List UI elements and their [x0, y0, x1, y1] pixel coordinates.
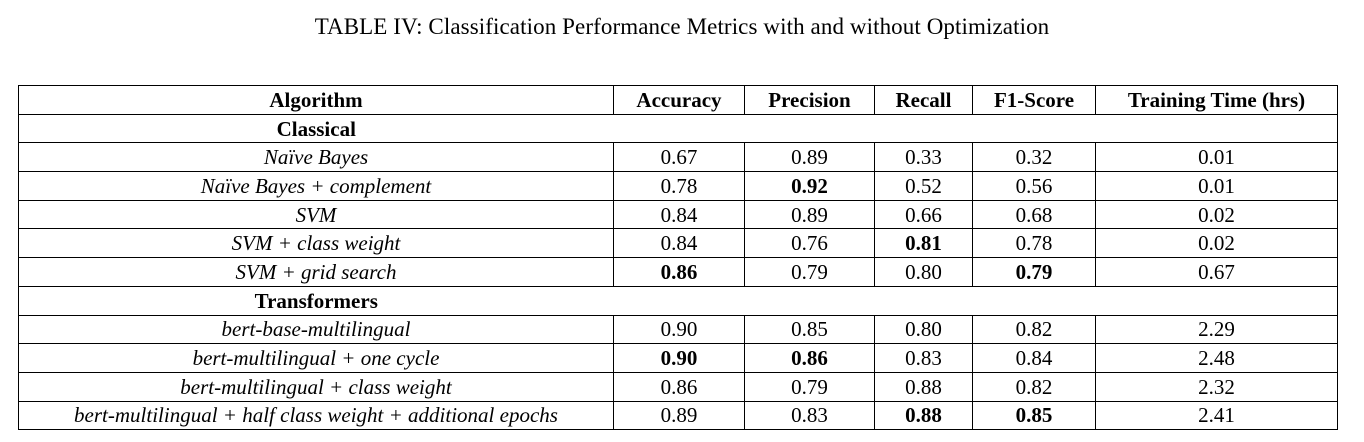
table-row [19, 344, 1338, 373]
header-recall: Recall [875, 86, 973, 115]
training-time-cell: 0.02 [1096, 229, 1338, 258]
f1-score-cell: 0.56 [973, 172, 1096, 201]
accuracy-cell: 0.84 [614, 200, 745, 229]
algorithm-cell: bert-multilingual + class weight [19, 372, 614, 401]
accuracy-cell: 0.90 [614, 344, 745, 373]
algorithm-cell: Naïve Bayes + complement [19, 172, 614, 201]
precision-cell: 0.79 [745, 372, 875, 401]
recall-cell: 0.80 [875, 315, 973, 344]
table-row [19, 200, 1338, 229]
header-training-time: Training Time (hrs) [1096, 86, 1338, 115]
algorithm-cell: Naïve Bayes [19, 143, 614, 172]
table-row [19, 172, 1338, 201]
training-time-cell: 2.29 [1096, 315, 1338, 344]
accuracy-cell: 0.67 [614, 143, 745, 172]
table-row [19, 143, 1338, 172]
section-filler [614, 114, 1338, 143]
recall-cell: 0.88 [875, 401, 973, 430]
algorithm-cell: bert-base-multilingual [19, 315, 614, 344]
accuracy-cell: 0.89 [614, 401, 745, 430]
algorithm-cell: SVM + class weight [19, 229, 614, 258]
f1-score-cell: 0.85 [973, 401, 1096, 430]
table-row [19, 229, 1338, 258]
recall-cell: 0.33 [875, 143, 973, 172]
table-row [19, 401, 1338, 430]
training-time-cell: 2.48 [1096, 344, 1338, 373]
algorithm-cell: SVM + grid search [19, 258, 614, 287]
table-row [19, 258, 1338, 287]
recall-cell: 0.88 [875, 372, 973, 401]
training-time-cell: 0.02 [1096, 200, 1338, 229]
precision-cell: 0.79 [745, 258, 875, 287]
precision-cell: 0.83 [745, 401, 875, 430]
header-f1-score: F1-Score [973, 86, 1096, 115]
training-time-cell: 2.32 [1096, 372, 1338, 401]
header-precision: Precision [745, 86, 875, 115]
accuracy-cell: 0.86 [614, 258, 745, 287]
training-time-cell: 2.41 [1096, 401, 1338, 430]
header-accuracy: Accuracy [614, 86, 745, 115]
metrics-table [18, 85, 1338, 430]
f1-score-cell: 0.78 [973, 229, 1096, 258]
precision-cell: 0.89 [745, 200, 875, 229]
precision-cell: 0.76 [745, 229, 875, 258]
f1-score-cell: 0.68 [973, 200, 1096, 229]
recall-cell: 0.81 [875, 229, 973, 258]
recall-cell: 0.52 [875, 172, 973, 201]
f1-score-cell: 0.82 [973, 315, 1096, 344]
recall-cell: 0.83 [875, 344, 973, 373]
table-row [19, 372, 1338, 401]
section-title: Classical [19, 114, 614, 143]
precision-cell: 0.89 [745, 143, 875, 172]
accuracy-cell: 0.86 [614, 372, 745, 401]
section-row [19, 114, 1338, 143]
precision-cell: 0.92 [745, 172, 875, 201]
accuracy-cell: 0.90 [614, 315, 745, 344]
f1-score-cell: 0.79 [973, 258, 1096, 287]
header-algorithm: Algorithm [19, 86, 614, 115]
f1-score-cell: 0.82 [973, 372, 1096, 401]
algorithm-cell: SVM [19, 200, 614, 229]
precision-cell: 0.85 [745, 315, 875, 344]
header-row [19, 86, 1338, 115]
table-row [19, 315, 1338, 344]
table-caption: TABLE IV: Classification Performance Metrics with and without Optimization [314, 14, 1050, 39]
precision-cell: 0.86 [745, 344, 875, 373]
accuracy-cell: 0.84 [614, 229, 745, 258]
section-title: Transformers [19, 286, 614, 315]
recall-cell: 0.80 [875, 258, 973, 287]
algorithm-cell: bert-multilingual + one cycle [19, 344, 614, 373]
algorithm-cell: bert-multilingual + half class weight + additional epochs [19, 401, 614, 430]
f1-score-cell: 0.32 [973, 143, 1096, 172]
recall-cell: 0.66 [875, 200, 973, 229]
training-time-cell: 0.01 [1096, 172, 1338, 201]
training-time-cell: 0.67 [1096, 258, 1338, 287]
training-time-cell: 0.01 [1096, 143, 1338, 172]
section-filler [614, 286, 1338, 315]
f1-score-cell: 0.84 [973, 344, 1096, 373]
section-row [19, 286, 1338, 315]
table-body [19, 114, 1338, 430]
accuracy-cell: 0.78 [614, 172, 745, 201]
